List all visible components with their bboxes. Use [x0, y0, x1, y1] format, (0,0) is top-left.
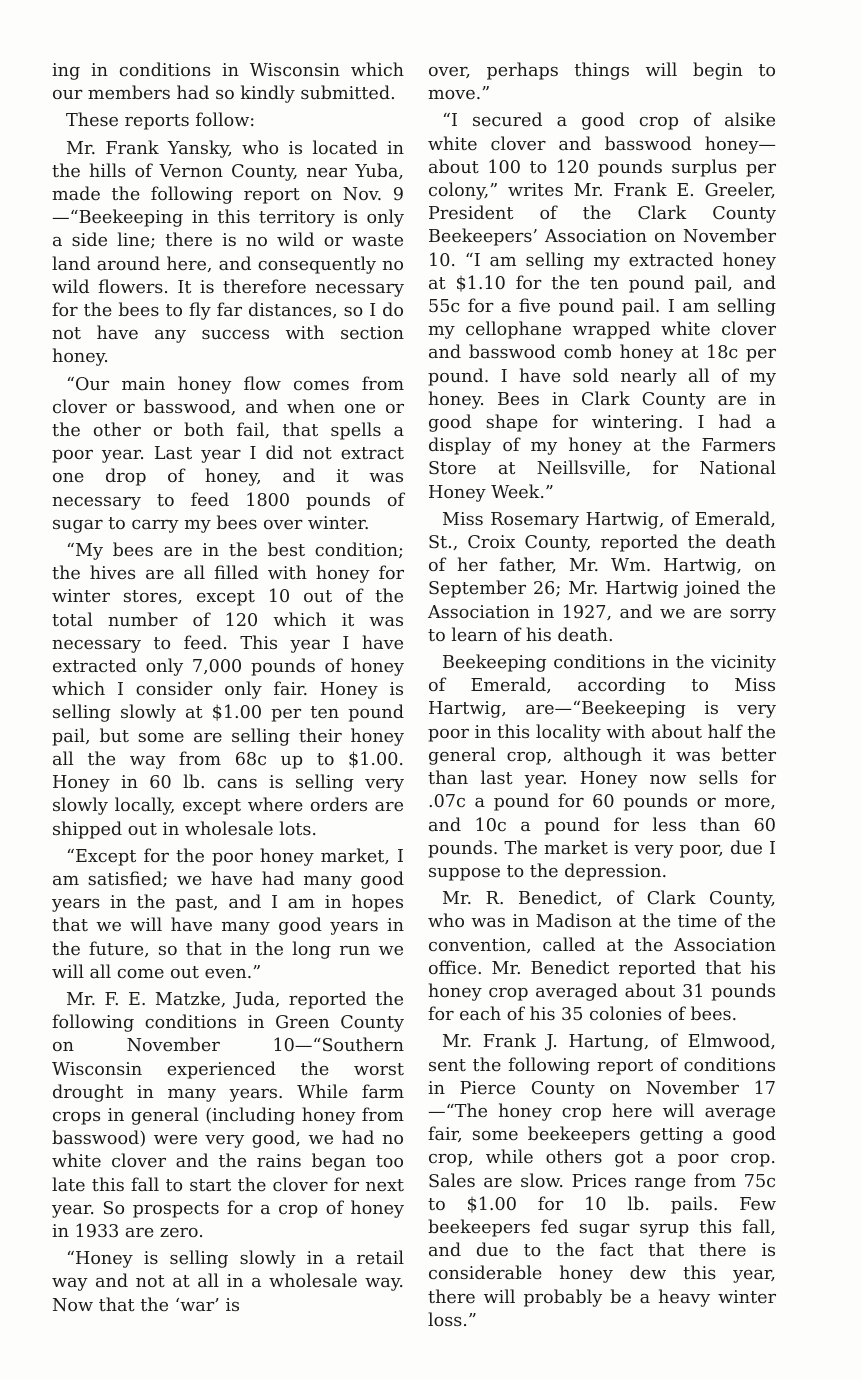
- paragraph-matzke-report: Mr. F. E. Matzke, Juda, reported the following conditions in Green County on November 10—“Southern Wisconsin experienced the worst drought in many years. While farm crops in general (including honey from basswood) were very good, we had no white clover and the rains began too late this fall to start the clover for next year. So prospects for a crop of honey in 1933 are zero.: [52, 989, 404, 1242]
- paragraph-honey-flow: “Our main honey flow comes from clover or basswood, and when one or the other or both fail, that spells a poor year. Last year I did not extract one drop of honey, and it was necessary to feed 1800 pounds of sugar to carry my bees over winter.: [52, 374, 404, 534]
- paragraph-hartung-report: Mr. Frank J. Hartung, of Elmwood, sent the following report of conditions in Pierce County on November 17—“The honey crop here will average fair, some beekeepers getting a good crop, while others got a poor crop. Sales are slow. Prices range from 75c to $1.00 for 10 lb. pails. Few beekeepers fed sugar syrup this fall, and due to the fact that there is considerable honey dew this year, there will probably be a heavy winter loss.”: [428, 1032, 776, 1331]
- paragraph-selling-slowly: “Honey is selling slowly in a retail way and not at all in a wholesale way. Now that the ‘war’ is: [52, 1249, 404, 1316]
- paragraph-benedict-report: Mr. R. Benedict, of Clark County, who was in Madison at the time of the convention, called at the Association office. Mr. Benedict reported that his honey crop averaged about 31 pounds for each of his 35 colonies of bees.: [428, 889, 776, 1026]
- right-column: [428, 60, 776, 1337]
- paragraph-continuation: ing in conditions in Wisconsin which our members had so kindly submitted.: [52, 61, 404, 105]
- paragraph-hartwig-death: Miss Rosemary Hartwig, of Emerald, St., Croix County, reported the death of her father, Mr. Wm. Hartwig, on September 26; Mr. Hartwig joined the Association in 1927, and we are sorry to learn of his death.: [428, 509, 776, 646]
- paragraph-greeler-report: “I secured a good crop of alsike white clover and basswood honey—about 100 to 120 pounds surplus per colony,” writes Mr. Frank E. Greeler, President of the Clark County Beekeepers’ Association on November 10. “I am selling my extracted honey at $1.10 for the ten pound pail, and 55c for a five pound pail. I am selling my cellophane wrapped white clover and basswood comb honey at 18c per pound. I have sold nearly all of my honey. Bees in Clark County are in good shape for wintering. I had a display of my honey at the Farmers Store at Neillsville, for National Honey Week.”: [428, 111, 776, 503]
- paragraph-honey-market: “Except for the poor honey market, I am satisfied; we have had many good years in the past, and I am in hopes that we will have many good years in the future, so that in the long run we will all come out even.”: [52, 846, 404, 983]
- paragraph-reports-intro: These reports follow:: [66, 111, 256, 132]
- paragraph-yansky-report: Mr. Frank Yansky, who is located in the hills of Vernon County, near Yuba, made the following report on Nov. 9—“Beekeeping in this territory is only a side line; there is no wild or waste land around here, and consequently no wild flowers. It is therefore necessary for the bees to fly far distances, so I do not have any success with section honey.: [52, 138, 404, 368]
- paragraph-emerald-conditions: Beekeeping conditions in the vicinity of Emerald, according to Miss Hartwig, are—“Beekeeping is very poor in this locality with about half the general crop, although it was better than last year. Honey now sells for .07c a pound for 60 pounds or more, and 10c a pound for less than 60 pounds. The market is very poor, due I suppose to the depression.: [428, 653, 776, 882]
- paragraph-bee-condition: “My bees are in the best condition; the hives are all filled with honey for winter stores, except 10 out of the total number of 120 which it was necessary to feed. This year I have extracted only 7,000 pounds of honey which I consider only fair. Honey is selling slowly at $1.00 per ten pound pail, but some are selling their honey all the way from 68c up to $1.00. Honey in 60 lb. cans is selling very slowly locally, except where orders are shipped out in wholesale lots.: [52, 541, 404, 840]
- paragraph-continuation-right: over, perhaps things will begin to move.”: [428, 61, 776, 105]
- left-column: [52, 60, 404, 1322]
